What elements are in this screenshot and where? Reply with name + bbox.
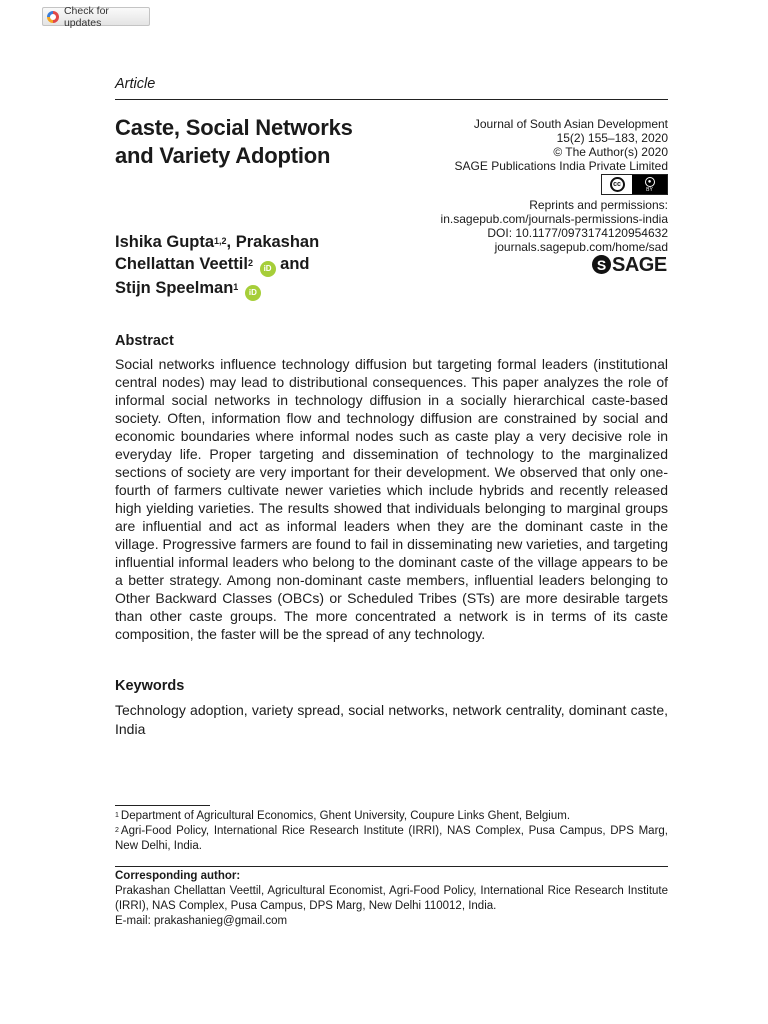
abstract-heading: Abstract bbox=[115, 333, 174, 349]
journal-publisher: SAGE Publications India Private Limited bbox=[454, 159, 668, 173]
journal-volume: 15(2) 155–183, 2020 bbox=[556, 131, 668, 145]
reprints-info bbox=[441, 198, 668, 254]
affiliation-footnotes bbox=[115, 809, 668, 854]
corresponding-body: Prakashan Chellattan Veettil, Agricultural Economist, Agri-Food Policy, International Rice Research Institute (IRRI), NAS Complex, Pusa Campus, DPS Marg, New Delhi 110012, India. bbox=[115, 885, 668, 912]
permissions-link[interactable]: in.sagepub.com/journals-permissions-india bbox=[440, 212, 668, 226]
abstract-body: Social networks influence technology diffusion but targeting formal leaders (institutional central nodes) may lead to distributional consequences. This paper analyzes the role of informal social networks in technology diffusion in a socially hierarchical caste-based society. Often, information flow and technology diffusion are constrained by social and economic boundaries where informal nodes such as caste play a very decisive role in everyday life. Proper targeting and dissemination of technology to the marginalized sections of society are very important for their development. We observed that only one-fourth of farmers cultivate newer varieties which include hybrids and recently released high yielding varieties. The results showed that individuals belonging to marginal groups are influential and act as informal leaders when they are the dominant caste in the village. Progressive farmers are found to fail in disseminating new varieties, and targeting influential informal leaders who belong to the dominant caste of the village appears to be a better strategy. Among non-dominant caste members, influential leaders belonging to Other Backward Classes (OBCs) or Scheduled Tribes (STs) are more desirable targets than other caste groups. The more concentrated a network is in terms of its caste composition, the faster will be the spread of any technology. bbox=[115, 356, 668, 642]
affiliation-marker: 1,2 bbox=[214, 236, 227, 246]
journal-copyright: © The Author(s) 2020 bbox=[553, 145, 668, 159]
corresponding-author-block bbox=[115, 869, 668, 929]
cc-icon: cc bbox=[610, 177, 625, 192]
person-icon: ● bbox=[645, 177, 655, 187]
affiliation-marker: 2 bbox=[247, 258, 253, 268]
footnote-marker: 2 bbox=[115, 827, 119, 834]
title-line: and Variety Adoption bbox=[115, 143, 331, 168]
article-type-label: Article bbox=[115, 76, 156, 92]
corresponding-heading: Corresponding author: bbox=[115, 870, 241, 882]
reprints-heading: Reprints and permissions: bbox=[529, 198, 668, 212]
keywords-heading: Keywords bbox=[115, 678, 185, 694]
cc-logo-area bbox=[602, 175, 632, 194]
footnote bbox=[115, 809, 668, 824]
check-for-updates-badge[interactable] bbox=[42, 4, 150, 29]
header-rule bbox=[115, 99, 668, 100]
corresponding-email[interactable]: E-mail: prakashanieg@gmail.com bbox=[115, 915, 288, 927]
orcid-icon[interactable]: iD bbox=[260, 261, 276, 277]
footnote-text: Department of Agricultural Economics, Ghent University, Coupure Links Ghent, Belgium. bbox=[120, 810, 571, 822]
footnote bbox=[115, 824, 668, 854]
doi-link[interactable]: DOI: 10.1177/0973174120954632 bbox=[487, 226, 668, 240]
sage-wordmark: SAGE bbox=[612, 253, 667, 276]
footnote-text: Agri-Food Policy, International Rice Research Institute (IRRI), NAS Complex, Pusa Campus, DPS Marg, New Delhi, India. bbox=[115, 825, 668, 852]
sage-s-icon: S bbox=[592, 255, 611, 274]
crossmark-icon bbox=[47, 11, 59, 23]
author-conjunction: and bbox=[280, 255, 310, 273]
keywords-body: Technology adoption, variety spread, social networks, network centrality, dominant caste, India bbox=[115, 702, 668, 737]
author-separator: , Prakashan bbox=[226, 233, 320, 251]
affiliation-marker: 1 bbox=[233, 282, 239, 292]
cc-by-license-badge[interactable] bbox=[601, 174, 668, 195]
orcid-icon[interactable]: iD bbox=[245, 285, 261, 301]
title-line: Caste, Social Networks bbox=[115, 115, 353, 140]
sage-logo bbox=[592, 254, 667, 275]
check-for-updates-label: Check for updates bbox=[63, 4, 109, 29]
footnote-marker: 1 bbox=[115, 812, 119, 819]
paper-title bbox=[115, 114, 435, 170]
by-logo-area bbox=[632, 175, 667, 194]
by-label: BY bbox=[646, 186, 653, 193]
author-list bbox=[115, 231, 415, 301]
journal-name: Journal of South Asian Development bbox=[473, 117, 668, 131]
author-name: Chellattan Veettil bbox=[115, 255, 248, 273]
journal-home-link[interactable]: journals.sagepub.com/home/sad bbox=[494, 240, 668, 254]
journal-info bbox=[455, 117, 668, 173]
author-name: Ishika Gupta bbox=[115, 233, 215, 251]
corresponding-rule bbox=[115, 866, 668, 867]
footnote-rule bbox=[115, 805, 210, 806]
author-name: Stijn Speelman bbox=[115, 279, 234, 297]
